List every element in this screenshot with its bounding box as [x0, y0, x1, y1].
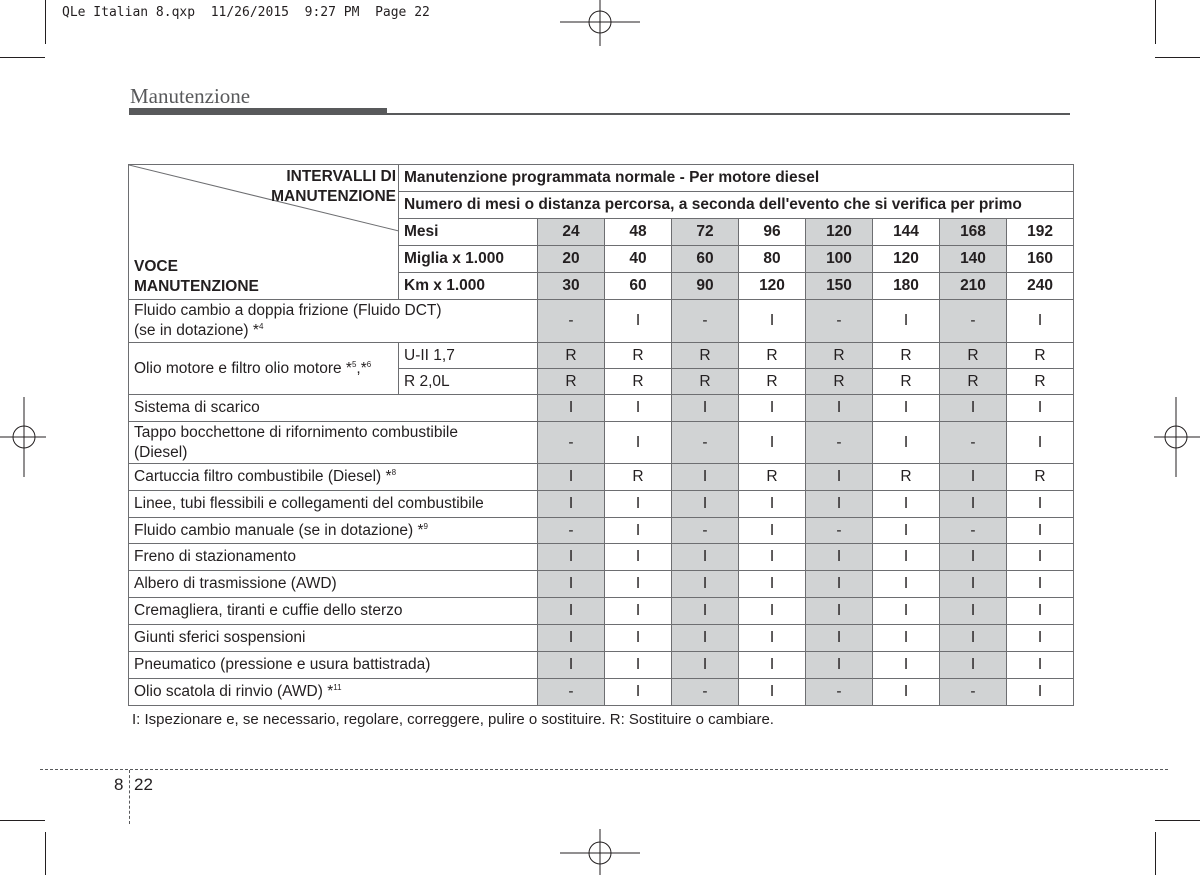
- footnote-ref: 5: [351, 359, 357, 369]
- item-value: I: [739, 598, 806, 625]
- interval-value: 100: [806, 246, 873, 273]
- item-value: I: [1007, 422, 1074, 464]
- item-value: I: [672, 652, 739, 679]
- crop-mark-bottom-right-v: [1155, 832, 1156, 875]
- table-row: [129, 679, 1074, 706]
- item-value: I: [739, 300, 806, 343]
- crop-mark-top-left-h: [0, 57, 45, 58]
- header-schedule-type: Manutenzione programmata normale - Per motore diesel: [399, 165, 1074, 192]
- item-value: I: [806, 598, 873, 625]
- item-value: I: [873, 518, 940, 544]
- item-value: I: [672, 491, 739, 518]
- crop-mark-bottom-left-h: [0, 820, 45, 821]
- interval-value: 168: [940, 219, 1007, 246]
- item-value: I: [940, 491, 1007, 518]
- item-value: I: [873, 395, 940, 422]
- table-row: [129, 464, 1074, 491]
- footer-divider: [129, 770, 130, 824]
- corner-bottom-line-2: MANUTENZIONE: [134, 278, 259, 295]
- item-value: I: [1007, 544, 1074, 571]
- item-label-text: Cartuccia filtro combustibile (Diesel) *: [134, 468, 392, 485]
- item-label: [129, 343, 399, 395]
- item-label-sep: ,*: [356, 359, 367, 377]
- item-label: [129, 518, 538, 544]
- table-row: [129, 395, 1074, 422]
- item-value: I: [605, 652, 672, 679]
- item-value: I: [940, 571, 1007, 598]
- item-value: -: [940, 679, 1007, 706]
- item-value: -: [538, 518, 605, 544]
- item-value: I: [739, 491, 806, 518]
- interval-value: 96: [739, 219, 806, 246]
- interval-value: 60: [672, 246, 739, 273]
- item-value: I: [873, 598, 940, 625]
- item-value: I: [1007, 598, 1074, 625]
- print-info: QLe Italian 8.qxp 11/26/2015 9:27 PM Page 22: [62, 5, 430, 20]
- item-value: I: [538, 464, 605, 491]
- item-value: R: [672, 369, 739, 395]
- interval-value: 192: [1007, 219, 1074, 246]
- item-value: I: [940, 652, 1007, 679]
- crop-mark-top-left-v: [45, 0, 46, 44]
- item-label-text: Olio scatola di rinvio (AWD) *: [134, 683, 334, 700]
- chapter-number: 8: [114, 775, 124, 794]
- item-value: I: [739, 652, 806, 679]
- item-value: R: [873, 369, 940, 395]
- table-row: [129, 571, 1074, 598]
- item-value: I: [873, 571, 940, 598]
- item-value: -: [806, 679, 873, 706]
- item-label-line: [134, 321, 532, 341]
- item-value: I: [1007, 395, 1074, 422]
- header-interval-note: Numero di mesi o distanza percorsa, a seconda dell'evento che si verifica per primo: [399, 192, 1074, 219]
- item-value: I: [806, 395, 873, 422]
- item-value: R: [538, 343, 605, 369]
- item-value: I: [605, 571, 672, 598]
- item-value: I: [538, 395, 605, 422]
- item-value: I: [739, 422, 806, 464]
- interval-value: 48: [605, 219, 672, 246]
- item-label-text: Olio motore e filtro olio motore *: [134, 359, 352, 377]
- item-value: R: [1007, 369, 1074, 395]
- item-value: I: [739, 625, 806, 652]
- item-label: [129, 679, 538, 706]
- item-value: R: [538, 369, 605, 395]
- table-row: [129, 544, 1074, 571]
- item-value: I: [806, 544, 873, 571]
- item-value: I: [739, 679, 806, 706]
- item-value: I: [739, 544, 806, 571]
- interval-value: 240: [1007, 273, 1074, 300]
- registration-mark-right: [1154, 397, 1200, 477]
- item-label-line: Fluido cambio a doppia frizione (Fluido DCT): [134, 302, 442, 319]
- registration-mark-top: [560, 0, 640, 46]
- item-value: I: [873, 300, 940, 343]
- item-value: R: [605, 464, 672, 491]
- item-value: I: [672, 395, 739, 422]
- item-value: I: [940, 598, 1007, 625]
- item-label-text: (se in dotazione) *: [134, 322, 259, 339]
- interval-value: 180: [873, 273, 940, 300]
- table-row: [129, 598, 1074, 625]
- item-value: I: [873, 491, 940, 518]
- interval-value: 90: [672, 273, 739, 300]
- interval-label: Miglia x 1.000: [399, 246, 538, 273]
- item-value: -: [538, 300, 605, 343]
- item-value: -: [940, 300, 1007, 343]
- corner-top-line-2: MANUTENZIONE: [271, 188, 396, 205]
- item-value: I: [605, 679, 672, 706]
- item-value: I: [873, 544, 940, 571]
- item-value: R: [940, 369, 1007, 395]
- interval-value: 60: [605, 273, 672, 300]
- item-value: -: [806, 300, 873, 343]
- item-label-line: Tappo bocchettone di rifornimento combustibile: [134, 423, 458, 441]
- interval-label: Km x 1.000: [399, 273, 538, 300]
- item-value: -: [672, 518, 739, 544]
- legend-footnote: I: Ispezionare e, se necessario, regolare, correggere, pulire o sostituire. R: Sostituire o cambiare.: [132, 711, 774, 728]
- item-value: I: [1007, 571, 1074, 598]
- interval-value: 150: [806, 273, 873, 300]
- footnote-ref: 6: [366, 359, 372, 369]
- item-value: R: [739, 369, 806, 395]
- item-value: -: [672, 300, 739, 343]
- item-value: -: [806, 518, 873, 544]
- title-rule-thick: [129, 108, 387, 115]
- item-label: Linee, tubi flessibili e collegamenti del combustibile: [129, 491, 538, 518]
- engine-variant-label: R 2,0L: [399, 369, 538, 395]
- table-row: [129, 343, 1074, 369]
- item-value: I: [806, 491, 873, 518]
- table-corner-cell: [129, 165, 399, 300]
- item-value: R: [873, 464, 940, 491]
- item-value: I: [605, 422, 672, 464]
- item-label: [129, 464, 538, 491]
- item-value: I: [672, 598, 739, 625]
- footnote-ref: 9: [423, 521, 428, 531]
- item-value: I: [739, 395, 806, 422]
- item-value: I: [940, 544, 1007, 571]
- crop-mark-top-right-v: [1155, 0, 1156, 44]
- interval-value: 144: [873, 219, 940, 246]
- item-value: I: [538, 544, 605, 571]
- item-value: I: [672, 544, 739, 571]
- item-value: I: [806, 652, 873, 679]
- item-value: R: [806, 369, 873, 395]
- item-label: [129, 422, 538, 464]
- interval-value: 120: [806, 219, 873, 246]
- interval-value: 20: [538, 246, 605, 273]
- item-value: I: [538, 652, 605, 679]
- item-value: R: [739, 343, 806, 369]
- item-value: -: [538, 422, 605, 464]
- crop-mark-top-right-h: [1155, 57, 1200, 58]
- interval-value: 24: [538, 219, 605, 246]
- item-value: -: [940, 422, 1007, 464]
- item-label: Freno di stazionamento: [129, 544, 538, 571]
- interval-value: 160: [1007, 246, 1074, 273]
- engine-variant-label: U-II 1,7: [399, 343, 538, 369]
- interval-value: 40: [605, 246, 672, 273]
- item-value: R: [1007, 343, 1074, 369]
- item-value: I: [806, 571, 873, 598]
- corner-top-line-1: INTERVALLI DI: [286, 168, 396, 185]
- item-value: R: [605, 369, 672, 395]
- interval-value: 210: [940, 273, 1007, 300]
- item-label: Giunti sferici sospensioni: [129, 625, 538, 652]
- item-value: R: [1007, 464, 1074, 491]
- item-value: I: [672, 571, 739, 598]
- footnote-ref: 4: [258, 322, 264, 331]
- item-value: R: [605, 343, 672, 369]
- item-value: I: [940, 464, 1007, 491]
- item-label: [129, 300, 538, 343]
- item-value: -: [672, 679, 739, 706]
- item-value: I: [873, 652, 940, 679]
- table-row: [129, 625, 1074, 652]
- crop-mark-bottom-right-h: [1155, 820, 1200, 821]
- item-value: I: [605, 395, 672, 422]
- footnote-ref: 8: [391, 468, 397, 477]
- item-value: I: [605, 598, 672, 625]
- item-value: I: [1007, 652, 1074, 679]
- item-value: -: [806, 422, 873, 464]
- item-value: I: [873, 625, 940, 652]
- item-value: I: [672, 464, 739, 491]
- page-number: 22: [134, 775, 153, 794]
- item-value: I: [605, 518, 672, 544]
- item-value: I: [672, 625, 739, 652]
- item-value: I: [538, 598, 605, 625]
- item-value: R: [739, 464, 806, 491]
- item-value: R: [873, 343, 940, 369]
- item-label: Albero di trasmissione (AWD): [129, 571, 538, 598]
- item-value: -: [940, 518, 1007, 544]
- item-value: R: [672, 343, 739, 369]
- item-value: I: [806, 625, 873, 652]
- title-rule-thin: [387, 113, 1070, 115]
- interval-value: 120: [739, 273, 806, 300]
- item-label: Pneumatico (pressione e usura battistrada): [129, 652, 538, 679]
- table-row: [129, 300, 1074, 343]
- item-value: I: [940, 625, 1007, 652]
- item-value: -: [538, 679, 605, 706]
- item-value: I: [739, 518, 806, 544]
- registration-mark-bottom: [560, 829, 640, 875]
- item-value: I: [873, 679, 940, 706]
- interval-label: Mesi: [399, 219, 538, 246]
- item-value: I: [806, 464, 873, 491]
- item-value: R: [940, 343, 1007, 369]
- table-row: [129, 518, 1074, 544]
- interval-value: 120: [873, 246, 940, 273]
- maintenance-schedule-table: [128, 164, 1074, 706]
- item-value: I: [940, 395, 1007, 422]
- item-value: I: [538, 491, 605, 518]
- crop-mark-bottom-left-v: [45, 832, 46, 875]
- item-value: I: [605, 625, 672, 652]
- item-label: Cremagliera, tiranti e cuffie dello sterzo: [129, 598, 538, 625]
- item-label-text: Fluido cambio manuale (se in dotazione) *: [134, 521, 424, 539]
- item-value: I: [1007, 679, 1074, 706]
- item-value: I: [873, 422, 940, 464]
- table-row: [129, 422, 1074, 464]
- item-value: I: [1007, 625, 1074, 652]
- footnote-ref: 11: [333, 683, 342, 692]
- interval-value: 30: [538, 273, 605, 300]
- footer-rule: [40, 769, 1168, 770]
- section-title: Manutenzione: [130, 84, 251, 108]
- item-value: I: [739, 571, 806, 598]
- item-label-line: (Diesel): [134, 443, 188, 461]
- item-value: R: [806, 343, 873, 369]
- item-label: Sistema di scarico: [129, 395, 538, 422]
- item-value: I: [538, 625, 605, 652]
- item-value: I: [1007, 491, 1074, 518]
- interval-value: 72: [672, 219, 739, 246]
- item-value: I: [605, 544, 672, 571]
- corner-bottom-line-1: VOCE: [134, 258, 178, 275]
- registration-mark-left: [0, 397, 46, 477]
- item-value: I: [1007, 518, 1074, 544]
- table-row: [129, 652, 1074, 679]
- item-value: I: [605, 491, 672, 518]
- table-row: [129, 491, 1074, 518]
- item-value: I: [1007, 300, 1074, 343]
- item-value: I: [538, 571, 605, 598]
- interval-value: 140: [940, 246, 1007, 273]
- item-value: -: [672, 422, 739, 464]
- interval-value: 80: [739, 246, 806, 273]
- item-value: I: [605, 300, 672, 343]
